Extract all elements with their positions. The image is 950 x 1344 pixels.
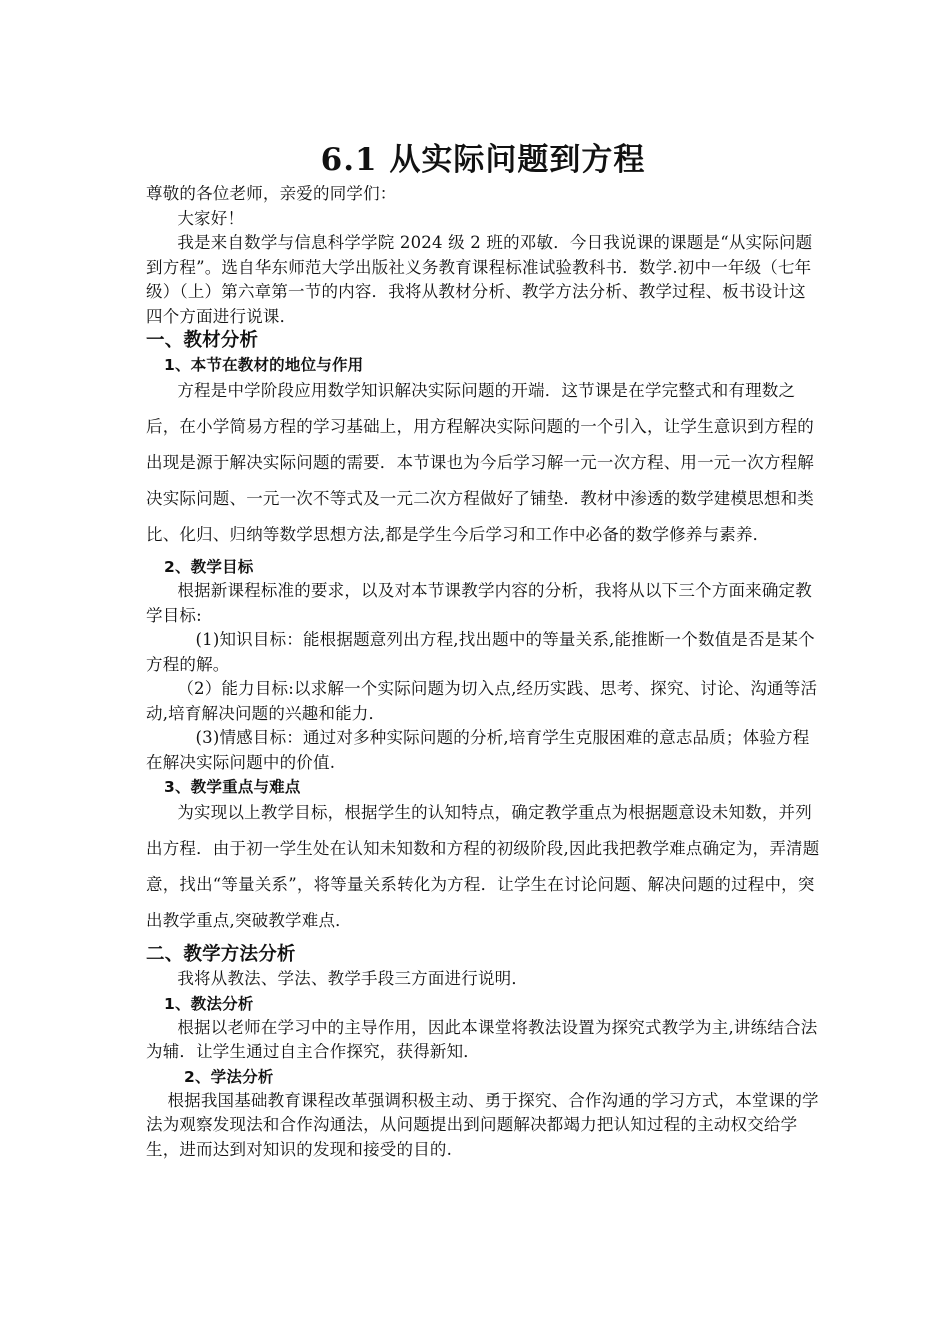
section-heading-textbook-analysis: 一、教材分析 — [146, 330, 259, 351]
goal-emotion: (3)情感目标：通过对多种实际问题的分析,培育学生克服困难的意志品质；体验方程在解决实际问题中的价值. — [146, 728, 810, 772]
subheading-teaching-goals: 2、教学目标 — [164, 558, 254, 576]
hello-line: 大家好！ — [177, 208, 245, 228]
subheading-learning-method: 2、学法分析 — [184, 1067, 274, 1086]
subheading-teaching-method: 1、教法分析 — [164, 994, 254, 1013]
paragraph-teaching-method: 根据以老师在学习中的主导作用，因此本课堂将教法设置为探究式教学为主,讲练结合法为辅．让学生通过自主合作探究，获得新知． — [146, 1017, 818, 1061]
goal-knowledge: (1)知识目标：能根据题意列出方程,找出题中的等量关系,能推断一个数值是否是某个方程的解。 — [146, 630, 815, 674]
document-body — [146, 140, 820, 1162]
paragraph-key-points: 为实现以上教学目标，根据学生的认知特点，确定教学重点为根据题意设未知数，并列出方程．由于初一学生处在认知未知数和方程的初级阶段,因此我把教学难点确定为，弄清题意，找出“等量关系”，将等量关系转化为方程．让学生在讨论问题、解决问题的过程中，突出教学重点,突破教学难点． — [146, 803, 820, 930]
section-heading-teaching-methods: 二、教学方法分析 — [146, 944, 296, 965]
paragraph-methods-intro: 我将从教法、学法、教学手段三方面进行说明． — [177, 969, 529, 988]
page-title: 6.1 从实际问题到方程 — [320, 142, 646, 178]
paragraph-learning-method: 根据我国基础教育课程改革强调积极主动、勇于探究、合作沟通的学习方式，本堂课的学法为观察发现法和合作沟通法，从问题提出到问题解决都竭力把认知过程的主动权交给学生，进而达到对知识的发现和接受的目的. — [146, 1090, 819, 1159]
paragraph-position-role: 方程是中学阶段应用数学知识解决实际问题的开端．这节课是在学完整式和有理数之后，在小学简易方程的学习基础上，用方程解决实际问题的一个引入，让学生意识到方程的出现是源于解决实际问题的需要．本节课也为今后学习解一元一次方程、用一元一次方程解决实际问题、一元一次不等式及一元二次方程做好了铺垫．教材中渗透的数学建模思想和类比、化归、归纳等数学思想方法,都是学生今后学习和工作中必备的数学修养与素养． — [146, 381, 814, 544]
subheading-key-points: 3、教学重点与难点 — [164, 778, 301, 796]
paragraph-teaching-goals: 根据新课程标准的要求，以及对本节课教学内容的分析，我将从以下三个方面来确定教学目标: — [146, 581, 812, 625]
goal-ability: （2）能力目标:以求解一个实际问题为切入点,经历实践、思考、探究、讨论、沟通等活动,培育解决问题的兴趣和能力． — [146, 679, 818, 723]
subheading-position-role: 1、本节在教材的地位与作用 — [164, 356, 364, 374]
intro-paragraph: 我是来自数学与信息科学学院 2024 级 2 班的邓敏．今日我说课的课题是“从实际问题到方程”。选自华东师范大学出版社义务教育课程标准试验教科书．数学.初中一年级（七年级）（上）第六章第一节的内容．我将从教材分析、教学方法分析、教学过程、板书设计这四个方面进行说课． — [146, 233, 813, 326]
greeting: 尊敬的各位老师，亲爱的同学们： — [146, 184, 397, 203]
